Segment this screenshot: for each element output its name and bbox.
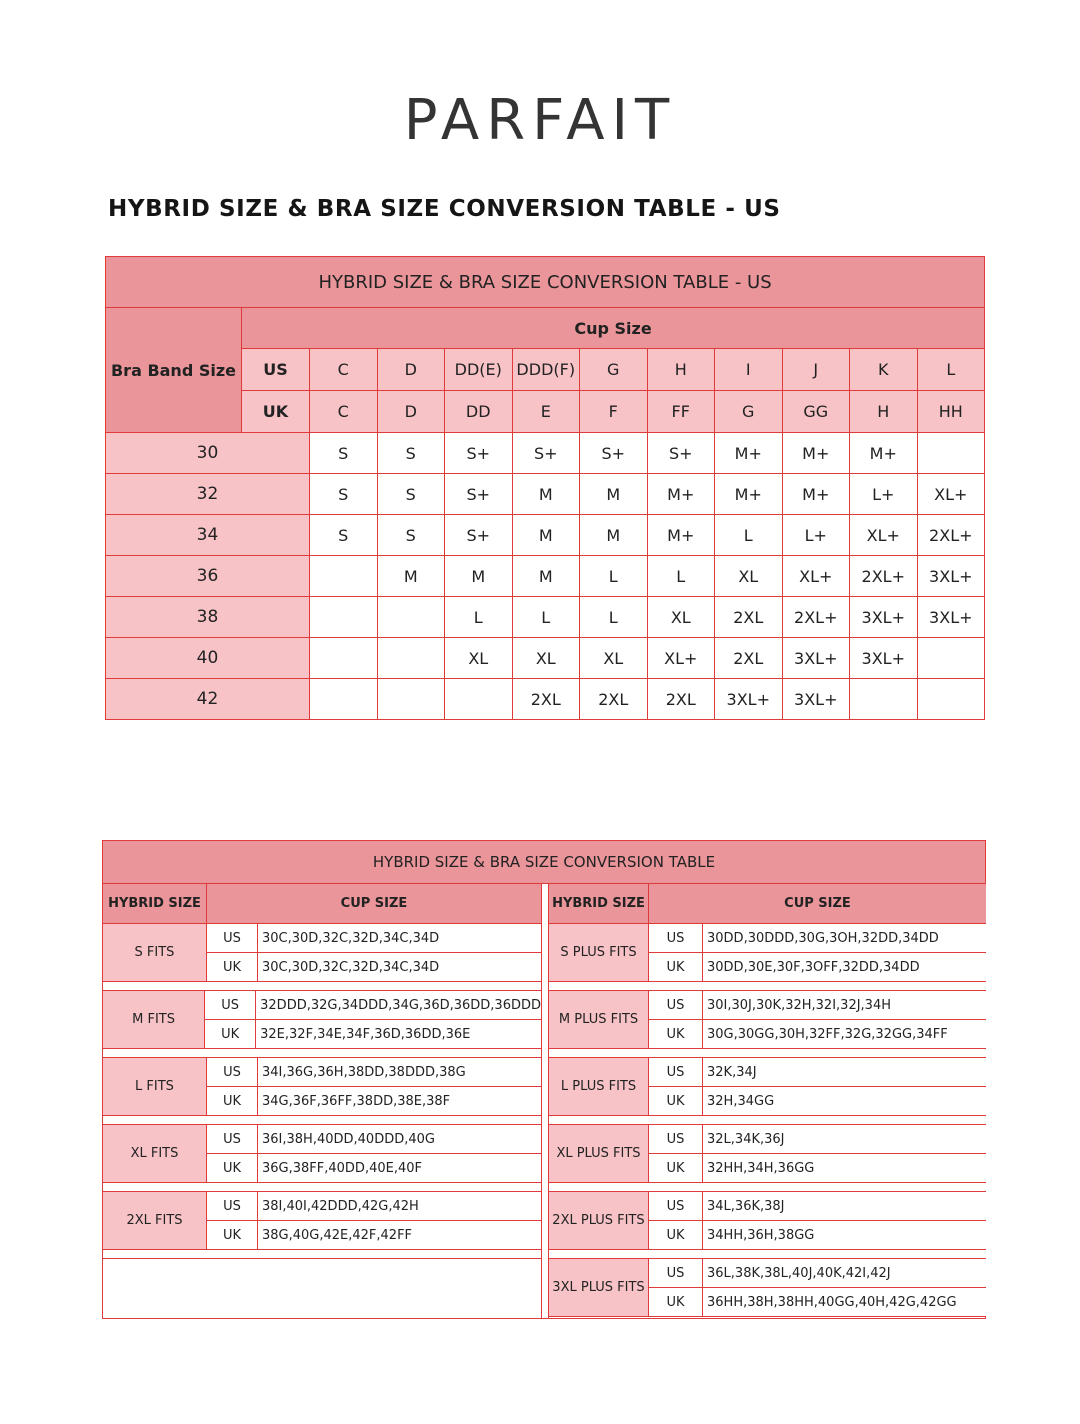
hybrid-size-cell: S+ — [445, 433, 513, 474]
hybrid-size-cell: S — [310, 474, 378, 515]
empty-group — [103, 1259, 541, 1317]
table-row — [106, 638, 985, 679]
hybrid-size-cell: 2XL — [647, 679, 715, 720]
band-size-cell: 30 — [106, 433, 310, 474]
hybrid-size-cell: XL — [512, 638, 580, 679]
hybrid-size-header: HYBRID SIZE — [549, 884, 649, 923]
us-cup-cell: D — [377, 349, 445, 391]
uk-cup-cell: H — [850, 391, 918, 433]
hybrid-size-cell — [917, 433, 985, 474]
hybrid-size-cell: M+ — [647, 474, 715, 515]
us-cup-cell: J — [782, 349, 850, 391]
us-row — [649, 924, 986, 952]
cup-size-list: 30C,30D,32C,32D,34C,34D — [262, 930, 440, 946]
region-label: US — [649, 1192, 703, 1220]
us-row — [649, 1259, 986, 1287]
region-label: UK — [649, 1288, 703, 1316]
cup-size-list: 36L,38K,38L,40J,40K,42I,42J — [707, 1265, 891, 1281]
hybrid-size-label: 3XL PLUS FITS — [549, 1259, 649, 1316]
hybrid-size-cell: S — [377, 474, 445, 515]
region-label: US — [207, 1058, 258, 1086]
uk-cup-cell: F — [580, 391, 648, 433]
hybrid-size-cell: L — [512, 597, 580, 638]
cup-size-list: 34HH,36H,38GG — [707, 1227, 815, 1243]
cup-size-list: 32H,34GG — [707, 1093, 775, 1109]
hybrid-size-cell: 2XL — [715, 597, 783, 638]
band-size-cell: 32 — [106, 474, 310, 515]
region-label: UK — [649, 1221, 703, 1249]
us-cup-cell: K — [850, 349, 918, 391]
region-label: US — [207, 1192, 258, 1220]
uk-row — [649, 952, 986, 981]
hybrid-size-cell: S — [377, 433, 445, 474]
hybrid-size-cell: M — [512, 515, 580, 556]
page-title: HYBRID SIZE & BRA SIZE CONVERSION TABLE - US — [108, 196, 781, 222]
uk-row — [649, 1220, 986, 1249]
hybrid-size-cell: M — [377, 556, 445, 597]
us-row — [207, 924, 541, 952]
hybrid-size-cell — [310, 556, 378, 597]
group-spacer — [103, 1049, 541, 1058]
group-spacer — [549, 1250, 986, 1259]
us-row — [649, 991, 986, 1019]
cup-size-list: 30G,30GG,30H,32FF,32G,32GG,34FF — [707, 1026, 948, 1042]
hybrid-size-cell: M — [445, 556, 513, 597]
hybrid-size-header: HYBRID SIZE — [103, 884, 207, 923]
hybrid-size-cell: S+ — [445, 515, 513, 556]
hybrid-size-cell: XL+ — [647, 638, 715, 679]
size-group — [103, 1192, 541, 1250]
cup-size-list: 36HH,38H,38HH,40GG,40H,42G,42GG — [707, 1294, 957, 1310]
table-title: HYBRID SIZE & BRA SIZE CONVERSION TABLE - US — [106, 257, 985, 308]
band-size-cell: 36 — [106, 556, 310, 597]
cup-size-header: CUP SIZE — [784, 896, 851, 911]
group-spacer — [103, 1183, 541, 1192]
hybrid-size-cell: L — [647, 556, 715, 597]
hybrid-size-cell: M+ — [715, 474, 783, 515]
hybrid-size-label: XL PLUS FITS — [549, 1125, 649, 1182]
us-row — [649, 1192, 986, 1220]
hybrid-size-label: S PLUS FITS — [549, 924, 649, 981]
band-size-cell: 40 — [106, 638, 310, 679]
cup-size-list: 32HH,34H,36GG — [707, 1160, 815, 1176]
hybrid-size-cell: 2XL — [580, 679, 648, 720]
hybrid-size-cell: 3XL+ — [850, 638, 918, 679]
hybrid-size-cell: S+ — [647, 433, 715, 474]
hybrid-size-cell: M+ — [647, 515, 715, 556]
cup-size-list: 32E,32F,34E,34F,36D,36DD,36E — [260, 1026, 471, 1042]
hybrid-size-cell: 2XL+ — [782, 597, 850, 638]
cup-size-list: 38G,40G,42E,42F,42FF — [262, 1227, 413, 1243]
uk-cup-cell: D — [377, 391, 445, 433]
cup-size-list: 36G,38FF,40DD,40E,40F — [262, 1160, 422, 1176]
size-group — [549, 1125, 986, 1183]
cup-size-list: 32L,34K,36J — [707, 1131, 785, 1147]
size-group — [103, 991, 541, 1049]
uk-cup-cell: G — [715, 391, 783, 433]
hybrid-size-label: XL FITS — [103, 1125, 207, 1182]
hybrid-size-cell: 2XL — [715, 638, 783, 679]
us-row — [649, 1058, 986, 1086]
hybrid-size-cell — [917, 638, 985, 679]
hybrid-size-label: M FITS — [103, 991, 205, 1048]
region-label: US — [649, 1058, 703, 1086]
uk-label: UK — [242, 391, 310, 433]
region-label: UK — [649, 1154, 703, 1182]
hybrid-size-cell: 2XL+ — [850, 556, 918, 597]
cup-size-list: 30C,30D,32C,32D,34C,34D — [262, 959, 440, 975]
us-cup-cell: DD(E) — [445, 349, 513, 391]
column-divider — [541, 884, 549, 1318]
hybrid-size-cell: S — [310, 515, 378, 556]
hybrid-size-cell: XL — [647, 597, 715, 638]
region-label: UK — [207, 953, 258, 981]
group-spacer — [103, 982, 541, 991]
us-row — [207, 1058, 541, 1086]
hybrid-size-cell: XL+ — [917, 474, 985, 515]
region-label: UK — [207, 1087, 258, 1115]
hybrid-size-cell: L — [580, 556, 648, 597]
group-spacer — [549, 1049, 986, 1058]
group-spacer — [549, 1183, 986, 1192]
cup-size-list: 34G,36F,36FF,38DD,38E,38F — [262, 1093, 451, 1109]
size-group — [549, 991, 986, 1049]
hybrid-size-label: L PLUS FITS — [549, 1058, 649, 1115]
uk-row — [207, 952, 541, 981]
hybrid-size-label: L FITS — [103, 1058, 207, 1115]
band-size-cell: 42 — [106, 679, 310, 720]
column-header — [103, 884, 541, 924]
cup-size-list: 36I,38H,40DD,40DDD,40G — [262, 1131, 435, 1147]
region-label: UK — [207, 1154, 258, 1182]
cup-size-list: 38I,40I,42DDD,42G,42H — [262, 1198, 419, 1214]
right-column — [549, 884, 986, 1317]
hybrid-size-cell: M — [512, 556, 580, 597]
band-size-header: Bra Band Size — [106, 308, 242, 433]
hybrid-size-cell — [310, 679, 378, 720]
hybrid-size-cell — [377, 597, 445, 638]
us-cup-cell: H — [647, 349, 715, 391]
hybrid-size-cell: XL+ — [782, 556, 850, 597]
us-cup-cell: DDD(F) — [512, 349, 580, 391]
region-label: UK — [649, 1087, 703, 1115]
hybrid-conversion-table — [102, 840, 986, 1319]
hybrid-size-cell: 3XL+ — [850, 597, 918, 638]
hybrid-size-cell: S+ — [512, 433, 580, 474]
hybrid-size-cell: 2XL — [512, 679, 580, 720]
band-size-cell: 38 — [106, 597, 310, 638]
us-label: US — [242, 349, 310, 391]
hybrid-size-cell — [310, 597, 378, 638]
group-spacer — [103, 1116, 541, 1125]
hybrid-size-cell: M+ — [715, 433, 783, 474]
uk-row — [207, 1153, 541, 1182]
group-spacer — [103, 1250, 541, 1259]
hybrid-size-cell — [445, 679, 513, 720]
hybrid-size-label: M PLUS FITS — [549, 991, 649, 1048]
hybrid-size-label: 2XL PLUS FITS — [549, 1192, 649, 1249]
hybrid-size-cell: L — [445, 597, 513, 638]
hybrid-size-cell — [310, 638, 378, 679]
region-label: UK — [207, 1221, 258, 1249]
hybrid-size-cell: M — [512, 474, 580, 515]
table-title: HYBRID SIZE & BRA SIZE CONVERSION TABLE — [103, 841, 985, 884]
cup-size-list: 34I,36G,36H,38DD,38DDD,38G — [262, 1064, 466, 1080]
hybrid-size-label: S FITS — [103, 924, 207, 981]
region-label: US — [649, 1259, 703, 1287]
group-spacer — [549, 1116, 986, 1125]
table-row — [106, 597, 985, 638]
left-column — [103, 884, 541, 1317]
region-label: UK — [205, 1020, 256, 1048]
hybrid-size-cell: M — [580, 515, 648, 556]
size-group — [549, 924, 986, 982]
size-group — [103, 1125, 541, 1183]
cup-size-list: 34L,36K,38J — [707, 1198, 785, 1214]
region-label: US — [207, 924, 258, 952]
hybrid-size-cell: S — [377, 515, 445, 556]
hybrid-size-cell: 3XL+ — [917, 556, 985, 597]
size-group — [103, 1058, 541, 1116]
brand-logo: PARFAIT — [403, 88, 677, 153]
uk-row — [649, 1019, 986, 1048]
hybrid-size-cell: 3XL+ — [917, 597, 985, 638]
hybrid-size-cell: M+ — [782, 433, 850, 474]
size-group — [549, 1058, 986, 1116]
hybrid-size-cell: M — [580, 474, 648, 515]
size-group — [549, 1192, 986, 1250]
hybrid-size-cell: L — [580, 597, 648, 638]
hybrid-size-cell: M+ — [850, 433, 918, 474]
region-label: US — [649, 991, 703, 1019]
hybrid-size-cell — [377, 679, 445, 720]
hybrid-size-cell: 2XL+ — [917, 515, 985, 556]
cup-size-list: 30I,30J,30K,32H,32I,32J,34H — [707, 997, 891, 1013]
hybrid-size-cell: S+ — [580, 433, 648, 474]
hybrid-size-cell: 3XL+ — [782, 679, 850, 720]
uk-row — [207, 1086, 541, 1115]
region-label: UK — [649, 953, 703, 981]
hybrid-size-cell: L+ — [782, 515, 850, 556]
region-label: US — [207, 1125, 258, 1153]
cup-size-header: CUP SIZE — [340, 896, 408, 911]
uk-cup-cell: DD — [445, 391, 513, 433]
hybrid-size-cell: S+ — [445, 474, 513, 515]
us-cup-cell: C — [310, 349, 378, 391]
cup-size-list: 30DD,30DDD,30G,3OH,32DD,34DD — [707, 930, 939, 946]
hybrid-size-cell: M+ — [782, 474, 850, 515]
region-label: US — [205, 991, 256, 1019]
uk-cup-cell: HH — [917, 391, 985, 433]
cup-size-list: 32K,34J — [707, 1064, 757, 1080]
us-conversion-table — [105, 256, 985, 720]
hybrid-size-cell: XL — [580, 638, 648, 679]
us-cup-cell: I — [715, 349, 783, 391]
hybrid-size-cell: XL+ — [850, 515, 918, 556]
uk-row — [649, 1153, 986, 1182]
band-size-cell: 34 — [106, 515, 310, 556]
hybrid-size-cell: 3XL+ — [715, 679, 783, 720]
table-row — [106, 433, 985, 474]
table-row — [106, 556, 985, 597]
region-label: US — [649, 1125, 703, 1153]
uk-row — [207, 1220, 541, 1249]
table-row — [106, 679, 985, 720]
region-label: UK — [649, 1020, 703, 1048]
us-row — [207, 1125, 541, 1153]
uk-cup-cell: GG — [782, 391, 850, 433]
us-row — [649, 1125, 986, 1153]
hybrid-size-cell: L — [715, 515, 783, 556]
table-row — [106, 515, 985, 556]
us-row — [205, 991, 541, 1019]
size-group — [549, 1259, 986, 1317]
size-group — [103, 924, 541, 982]
hybrid-size-label: 2XL FITS — [103, 1192, 207, 1249]
uk-cup-cell: FF — [647, 391, 715, 433]
uk-row — [649, 1086, 986, 1115]
hybrid-size-cell: L+ — [850, 474, 918, 515]
cup-size-header: Cup Size — [242, 308, 985, 349]
region-label: US — [649, 924, 703, 952]
group-spacer — [549, 982, 986, 991]
us-cup-cell: G — [580, 349, 648, 391]
uk-cup-cell: C — [310, 391, 378, 433]
cup-size-list: 30DD,30E,30F,3OFF,32DD,34DD — [707, 959, 920, 975]
us-row — [207, 1192, 541, 1220]
uk-cup-cell: E — [512, 391, 580, 433]
uk-row — [205, 1019, 541, 1048]
hybrid-size-cell: XL — [445, 638, 513, 679]
hybrid-size-cell — [850, 679, 918, 720]
hybrid-size-cell: XL — [715, 556, 783, 597]
hybrid-size-cell: 3XL+ — [782, 638, 850, 679]
us-cup-cell: L — [917, 349, 985, 391]
cup-size-list: 32DDD,32G,34DDD,34G,36D,36DD,36DDD — [260, 997, 541, 1013]
uk-row — [649, 1287, 986, 1316]
hybrid-size-cell: S — [310, 433, 378, 474]
table-row — [106, 474, 985, 515]
column-header — [549, 884, 986, 924]
hybrid-size-cell — [377, 638, 445, 679]
hybrid-size-cell — [917, 679, 985, 720]
